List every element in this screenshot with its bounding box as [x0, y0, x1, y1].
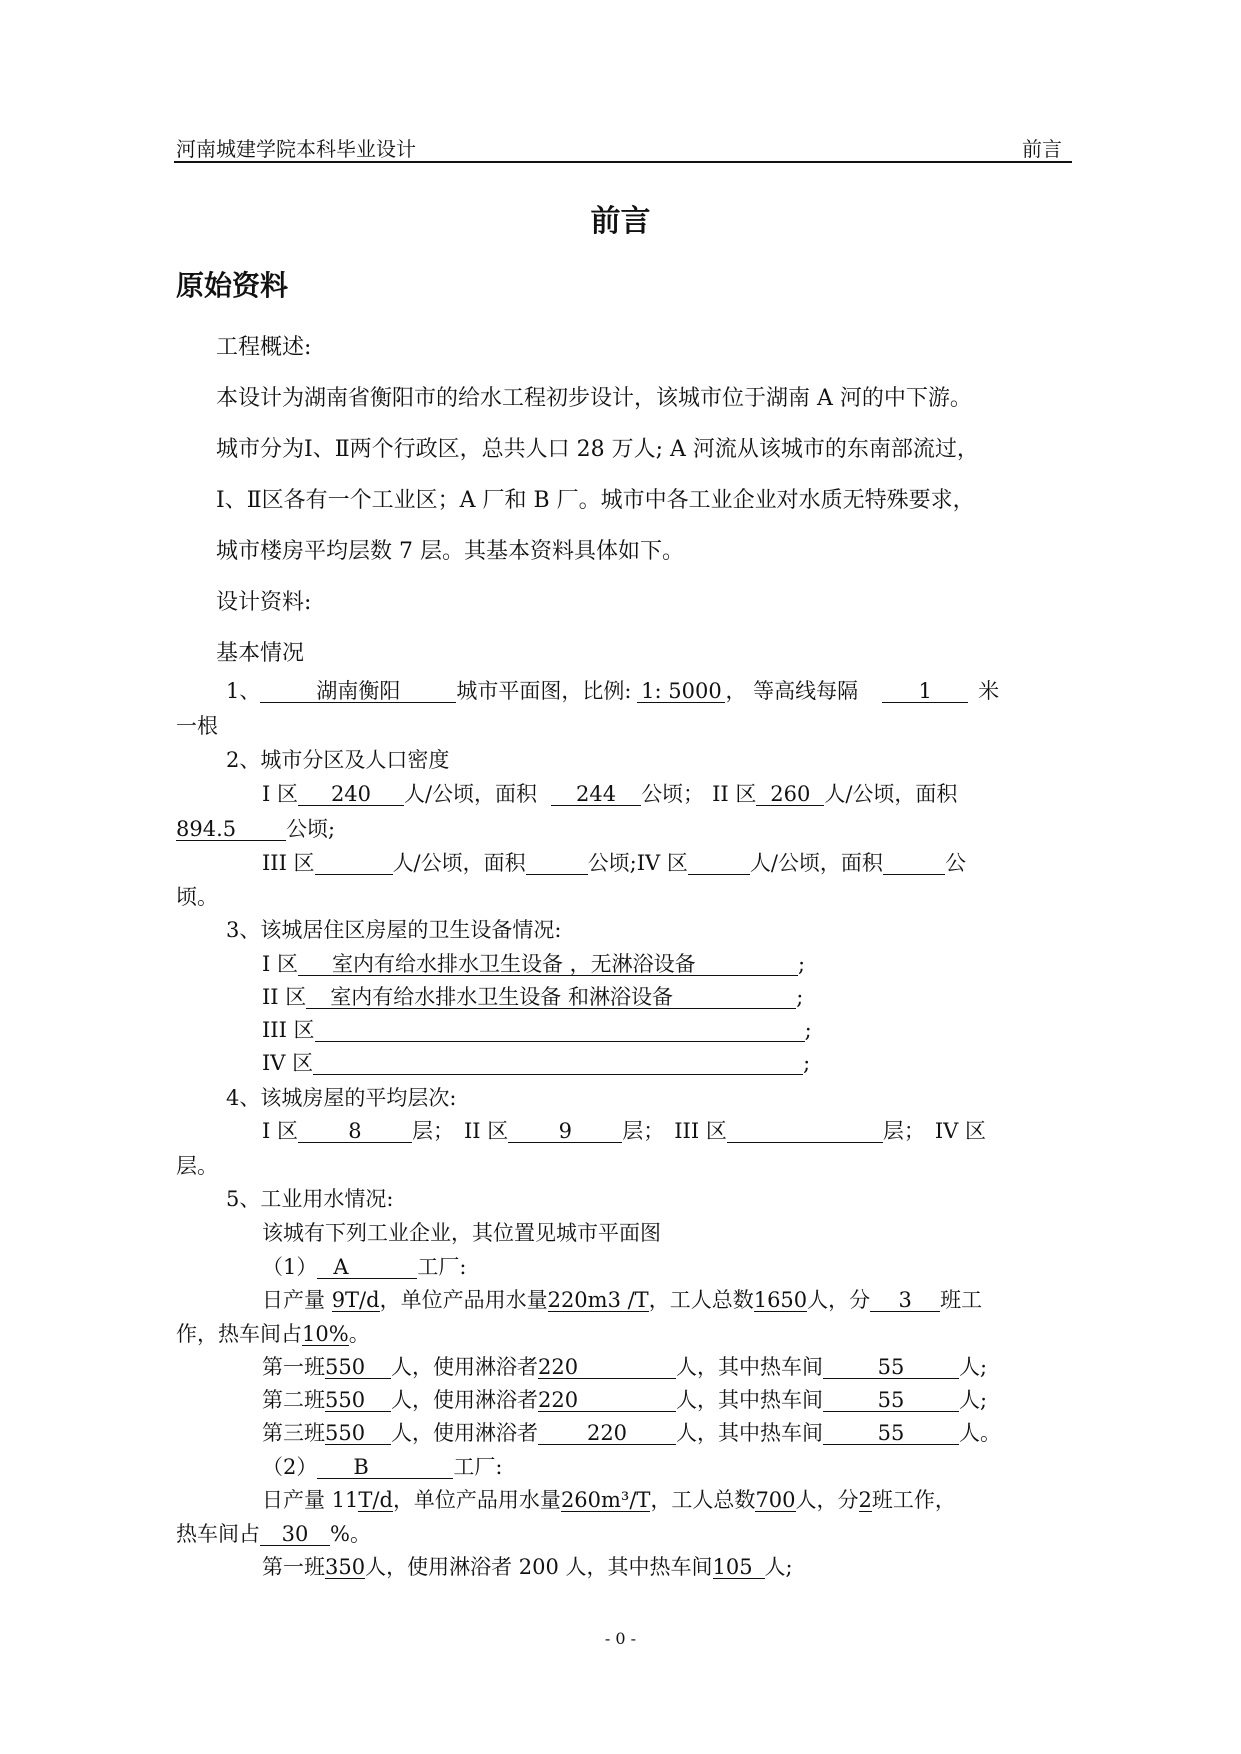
section-title: 原始资料: [176, 269, 289, 302]
ha-text-2: 公顷;: [286, 817, 336, 841]
zone-1-label: I 区: [262, 782, 298, 806]
zone-2-density: 260: [756, 783, 824, 806]
item-1-text-b: ， 等高线每隔: [725, 679, 859, 703]
water-label: ，单位产品用水量: [379, 1288, 548, 1312]
zone-2-label: II 区: [463, 1119, 509, 1143]
shift-text: 人，使用淋浴者 200 人，其中热车间: [365, 1555, 713, 1579]
shifts-suffix: 班工: [940, 1288, 983, 1312]
zone-4-label: IV 区: [262, 1051, 314, 1075]
item-3-line-4: [262, 1047, 810, 1077]
item-1-text-a: 城市平面图，比例:: [456, 679, 632, 703]
hot-suffix: %。: [330, 1522, 371, 1546]
factory-b-name: B: [317, 1456, 453, 1479]
line-end: ;: [796, 985, 804, 1009]
zone-3-label: III 区: [674, 1119, 727, 1143]
density-unit-4: 人/公顷，面积: [749, 851, 883, 875]
water-label: ，单位产品用水量: [392, 1488, 561, 1512]
shift-hot-text: 人，其中热车间: [676, 1421, 823, 1445]
workers-label: ，工人总数: [648, 1288, 754, 1312]
item-5-intro: 该城有下列工业企业，其位置见城市平面图: [262, 1221, 661, 1245]
ha-text-1: 公顷；: [641, 782, 705, 806]
zone-1-sanitation: 室内有给水排水卫生设备 ，无淋浴设备: [298, 953, 798, 976]
shift-text: 人，使用淋浴者: [391, 1388, 538, 1412]
item-5-head: 5、工业用水情况:: [226, 1187, 394, 1211]
shift-bathers: 220: [538, 1422, 676, 1445]
density-unit-2: 人/公顷，面积: [824, 782, 958, 806]
factory-b-shifts: 2: [858, 1488, 872, 1512]
header-right: 前言: [1022, 137, 1062, 161]
shift-row: [262, 1417, 1001, 1447]
shift-row: [262, 1384, 987, 1414]
item-3-head: 3、该城居住区房屋的卫生设备情况:: [226, 918, 562, 942]
factory-a-shifts: 3: [870, 1289, 940, 1312]
factory-a-workers: 1650: [753, 1288, 808, 1312]
shift-row: [262, 1551, 793, 1581]
zone-3-label: III 区: [262, 1018, 315, 1042]
zone-3-sanitation: [315, 1019, 805, 1042]
city-name: 湖南衡阳: [260, 680, 456, 703]
factory-b-water: 260m³/T: [560, 1488, 651, 1512]
shift-hot: 55: [823, 1389, 959, 1412]
design-label: 设计资料:: [216, 590, 312, 615]
zone-4-label: IV 区: [636, 851, 688, 875]
item-3-line-3: [262, 1014, 812, 1044]
shift-count: 350: [325, 1555, 366, 1579]
item-4-head: 4、该城房屋的平均层次:: [226, 1086, 457, 1110]
zone-2-floors: 9: [508, 1120, 622, 1143]
shift-end: 人;: [959, 1355, 988, 1379]
zone-4-area: [883, 852, 945, 875]
overview-line-3: Ⅰ、Ⅱ区各有一个工业区；A 厂和 B 厂。城市中各工业企业对水质无特殊要求，: [216, 488, 975, 513]
factory-b-workers: 700: [755, 1488, 796, 1512]
shift-hot: 55: [823, 1356, 959, 1379]
factory-b-production: T/d: [358, 1488, 393, 1512]
item-2-cont: 顷。: [176, 885, 218, 909]
factory-b-line-2: [176, 1518, 371, 1548]
factory-a-suffix: 工厂:: [417, 1255, 467, 1279]
item-1-text-c: 米: [978, 679, 1000, 703]
shift-hot-text: 人，其中热车间: [676, 1388, 823, 1412]
density-unit-1: 人/公顷，面积: [403, 782, 538, 806]
factory-b-head: [262, 1451, 502, 1481]
page-title: 前言: [590, 204, 651, 239]
factory-a-label: （1）: [262, 1255, 318, 1279]
item-2-line-1: [262, 778, 957, 808]
shift-bathers: 220: [538, 1389, 676, 1412]
hot-label: 作，热车间占: [176, 1322, 302, 1346]
contour-interval: 1: [882, 680, 968, 703]
factory-b-line-1: [262, 1484, 956, 1514]
zone-1-label: I 区: [262, 952, 298, 976]
ha-text-3: 公顷;: [587, 851, 637, 875]
hot-label: 热车间占: [176, 1522, 260, 1546]
line-end: ;: [803, 1051, 811, 1075]
item-3-line-1: [262, 948, 805, 978]
item-1-cont: 一根: [176, 714, 218, 738]
line-end: ;: [797, 952, 806, 976]
shift-label: 第一班: [262, 1555, 325, 1579]
zone-4-sanitation: [313, 1052, 803, 1075]
zone-1-density: 240: [298, 783, 404, 806]
factory-a-line-2: [176, 1318, 370, 1348]
shift-text: 人，使用淋浴者: [391, 1421, 538, 1445]
factory-b-hot: 30: [260, 1523, 330, 1546]
zone-3-density: [315, 852, 393, 875]
page-number: - 0 -: [604, 1629, 637, 1648]
shift-count: 550: [325, 1356, 391, 1379]
shifts-label: 人，分: [807, 1288, 871, 1312]
workers-label: ，工人总数: [650, 1488, 756, 1512]
header-rule: [174, 161, 1072, 163]
shift-text: 人，使用淋浴者: [391, 1355, 538, 1379]
production-label: 日产量 11: [262, 1488, 359, 1512]
item-4-line-1: [262, 1115, 986, 1145]
factory-a-hot: 10%: [302, 1322, 349, 1346]
shift-end: 人;: [959, 1388, 988, 1412]
density-unit-3: 人/公顷，面积: [392, 851, 526, 875]
zone-1-label: I 区: [262, 1119, 298, 1143]
shift-label: 第三班: [262, 1421, 325, 1445]
floors-text-1: 层；: [411, 1119, 454, 1143]
shifts-label: 人，分: [795, 1488, 859, 1512]
zone-2-label: II 区: [262, 985, 307, 1009]
factory-a-name: A: [317, 1256, 417, 1279]
shift-hot: 105: [713, 1556, 765, 1579]
shift-row: [262, 1351, 987, 1381]
zone-2-area: 894.5: [176, 818, 286, 841]
factory-a-water: 220m3 /T: [547, 1288, 649, 1312]
shift-end: 人。: [959, 1421, 1001, 1445]
zone-2-label: II 区: [712, 782, 757, 806]
zone-3-floors: [727, 1120, 883, 1143]
item-1-num: 1、: [226, 679, 261, 703]
zone-2-sanitation: 室内有给水排水卫生设备 和淋浴设备: [306, 986, 796, 1009]
ha-text-4: 公: [944, 851, 966, 875]
item-2-head: 2、城市分区及人口密度: [226, 748, 450, 772]
overview-line-2: 城市分为Ⅰ、Ⅱ两个行政区，总共人口 28 万人; A 河流从该城市的东南部流过，: [216, 437, 979, 462]
line-end: ;: [804, 1018, 812, 1042]
item-1-line: [226, 675, 999, 705]
floors-text-2: 层；: [622, 1119, 665, 1143]
shifts-suffix: 班工作，: [871, 1488, 956, 1512]
zone-1-floors: 8: [298, 1120, 412, 1143]
shift-count: 550: [325, 1389, 391, 1412]
factory-a-head: [262, 1251, 466, 1281]
zone-4-label: IV 区: [934, 1119, 986, 1143]
hot-suffix: 。: [348, 1322, 370, 1346]
shift-bathers: 220: [538, 1356, 676, 1379]
item-3-line-2: [262, 981, 803, 1011]
overview-label: 工程概述:: [216, 335, 312, 360]
scale-value: 1: 5000: [637, 680, 725, 703]
zone-3-label: III 区: [262, 851, 315, 875]
shift-hot-text: 人，其中热车间: [676, 1355, 823, 1379]
overview-line-4: 城市楼房平均层数 7 层。其基本资料具体如下。: [216, 539, 684, 564]
factory-a-line-1: [262, 1284, 982, 1314]
item-2-line-3: [262, 847, 966, 877]
factory-a-production: 9T/d: [331, 1288, 380, 1312]
factory-b-label: （2）: [262, 1455, 318, 1479]
basic-label: 基本情况: [216, 641, 305, 666]
zone-4-density: [688, 852, 750, 875]
shift-hot: 55: [823, 1422, 959, 1445]
zone-1-area: 244: [551, 783, 641, 806]
item-4-cont: 层。: [176, 1154, 218, 1178]
shift-end: 人;: [764, 1555, 793, 1579]
production-label: 日产量: [262, 1288, 332, 1312]
floors-text-3: 层；: [882, 1119, 925, 1143]
shift-count: 550: [325, 1422, 391, 1445]
zone-3-area: [526, 852, 588, 875]
overview-line-1: 本设计为湖南省衡阳市的给水工程初步设计，该城市位于湖南 A 河的中下游。: [216, 386, 972, 411]
factory-b-suffix: 工厂:: [453, 1455, 503, 1479]
shift-label: 第二班: [262, 1388, 325, 1412]
header-left: 河南城建学院本科毕业设计: [176, 137, 416, 161]
item-2-line-2: [176, 813, 335, 843]
shift-label: 第一班: [262, 1355, 325, 1379]
